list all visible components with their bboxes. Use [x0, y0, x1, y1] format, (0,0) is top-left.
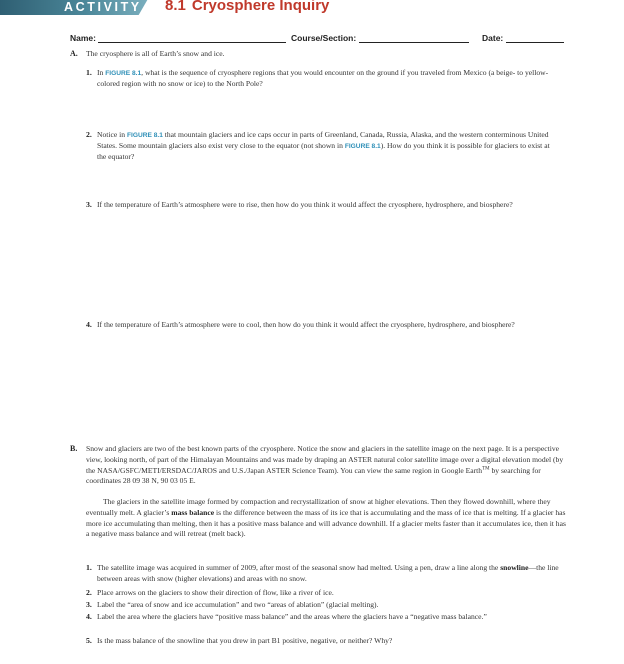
question-a3-number: 3. [86, 200, 92, 209]
date-label: Date: [482, 33, 504, 43]
question-b4: Label the area where the glaciers have “positive mass balance” and the areas where the glaciers have a “negative mass balance.” [97, 612, 487, 621]
activity-title: Cryosphere Inquiry [191, 0, 330, 14]
q2-text-post: ). How do you think it is possible for glaciers to exist at the equator? [97, 141, 550, 161]
b1-text-post: —the line between areas with snow (higher elevations) and areas with no snow. [97, 563, 559, 583]
para-text-pre: The glaciers in the satellite image formed by compaction and recrystallization of snow at higher elevations. Then they flowed downhill, where they eventually melt. A glacier’s [86, 497, 551, 517]
name-field[interactable] [70, 33, 286, 43]
question-a1 [97, 68, 557, 89]
question-a2-number: 2. [86, 130, 92, 139]
question-b1 [97, 563, 567, 585]
figure-ref: FIGURE 8.1 [105, 70, 142, 77]
intro-text-post: by searching for coordinates 28 09 38 N, 90 03 05 E. [86, 465, 541, 486]
q2-text-pre: Notice in [97, 130, 126, 139]
question-a1-number: 1. [86, 68, 92, 77]
question-a2 [97, 130, 552, 162]
course-blank[interactable] [359, 42, 469, 43]
name-blank[interactable] [98, 42, 286, 43]
section-b-paragraph [86, 497, 566, 540]
page-title [165, 0, 329, 15]
question-a3: If the temperature of Earth’s atmosphere were to rise, then how do you think it would affect the cryosphere, hydrosphere, and biosphere? [97, 200, 513, 209]
snowline-term: snowline [500, 563, 529, 572]
b1-text-pre: The satellite image was acquired in summer of 2009, after most of the seasonal snow had melted. Using a pen, draw a line along the [97, 563, 499, 572]
question-b5: Is the mass balance of the snowline that you drew in part B1 positive, negative, or neither? Why? [97, 636, 393, 645]
q1-text-post: , what is the sequence of cryosphere regions that you would encounter on the ground if you traveled from Mexico (a beige- to yellow-colored region with no snow or ice) to the North Pole? [97, 68, 549, 88]
activity-label: ACTIVITY [64, 0, 142, 14]
q1-text-pre: In [97, 68, 104, 77]
figure-ref: FIGURE 8.1 [344, 143, 381, 150]
question-b3: Label the “area of snow and ice accumulation” and two “areas of ablation” (glacial melting). [97, 600, 379, 609]
course-field[interactable] [291, 33, 469, 43]
question-b1-number: 1. [86, 563, 92, 572]
section-b-intro [86, 444, 566, 487]
figure-ref: FIGURE 8.1 [126, 132, 163, 139]
section-a-intro: The cryosphere is all of Earth’s snow and ice. [86, 49, 225, 58]
question-b4-number: 4. [86, 612, 92, 621]
question-a4: If the temperature of Earth’s atmosphere were to cool, then how do you think it would affect the cryosphere, hydrosphere, and biosphere? [97, 320, 515, 329]
mass-balance-term: mass balance [171, 507, 215, 517]
activity-number: 8.1 [165, 0, 186, 14]
question-b5-number: 5. [86, 636, 92, 645]
section-a-letter: A. [70, 49, 78, 58]
trademark: TM [482, 466, 490, 472]
date-blank[interactable] [506, 42, 564, 43]
q2-text-mid: that mountain glaciers and ice caps occur in parts of Greenland, Canada, Russia, Alaska, and the western conterminous United States. Some mountain glaciers also exist very close to the equator (not shown in [97, 130, 549, 150]
question-b3-number: 3. [86, 600, 92, 609]
date-field[interactable] [482, 33, 564, 43]
course-label: Course/Section: [291, 33, 357, 43]
section-b-letter: B. [70, 444, 78, 453]
para-text-post: is the difference between the mass of its ice that is accumulating and the mass of ice that is melting. If a glacier has more ice accumulating than melting, then it has a positive mass balance and will advance downhill. If a glacier melts faster than it accumulates ice, then it has a negative mass balance and will retreat (melt back). [86, 507, 566, 539]
name-label: Name: [70, 33, 96, 43]
question-b2-number: 2. [86, 588, 92, 597]
activity-banner [0, 0, 155, 15]
student-info-line [70, 33, 570, 47]
question-a4-number: 4. [86, 320, 92, 329]
intro-text-pre: Snow and glaciers are two of the best known parts of the cryosphere. Notice the snow and glaciers in the satellite image on the next page. It is a perspective view, looking north, of part of the Himalayan Mountains and was made by draping an ASTER natural color satellite image over a digital elevation model (by the NASA/GSFC/METI/ERSDAC/JAROS and U.S./Japan ASTER Science Team). You can view the same region in Google Earth [86, 444, 564, 475]
question-b2: Place arrows on the glaciers to show their direction of flow, like a river of ice. [97, 588, 334, 597]
